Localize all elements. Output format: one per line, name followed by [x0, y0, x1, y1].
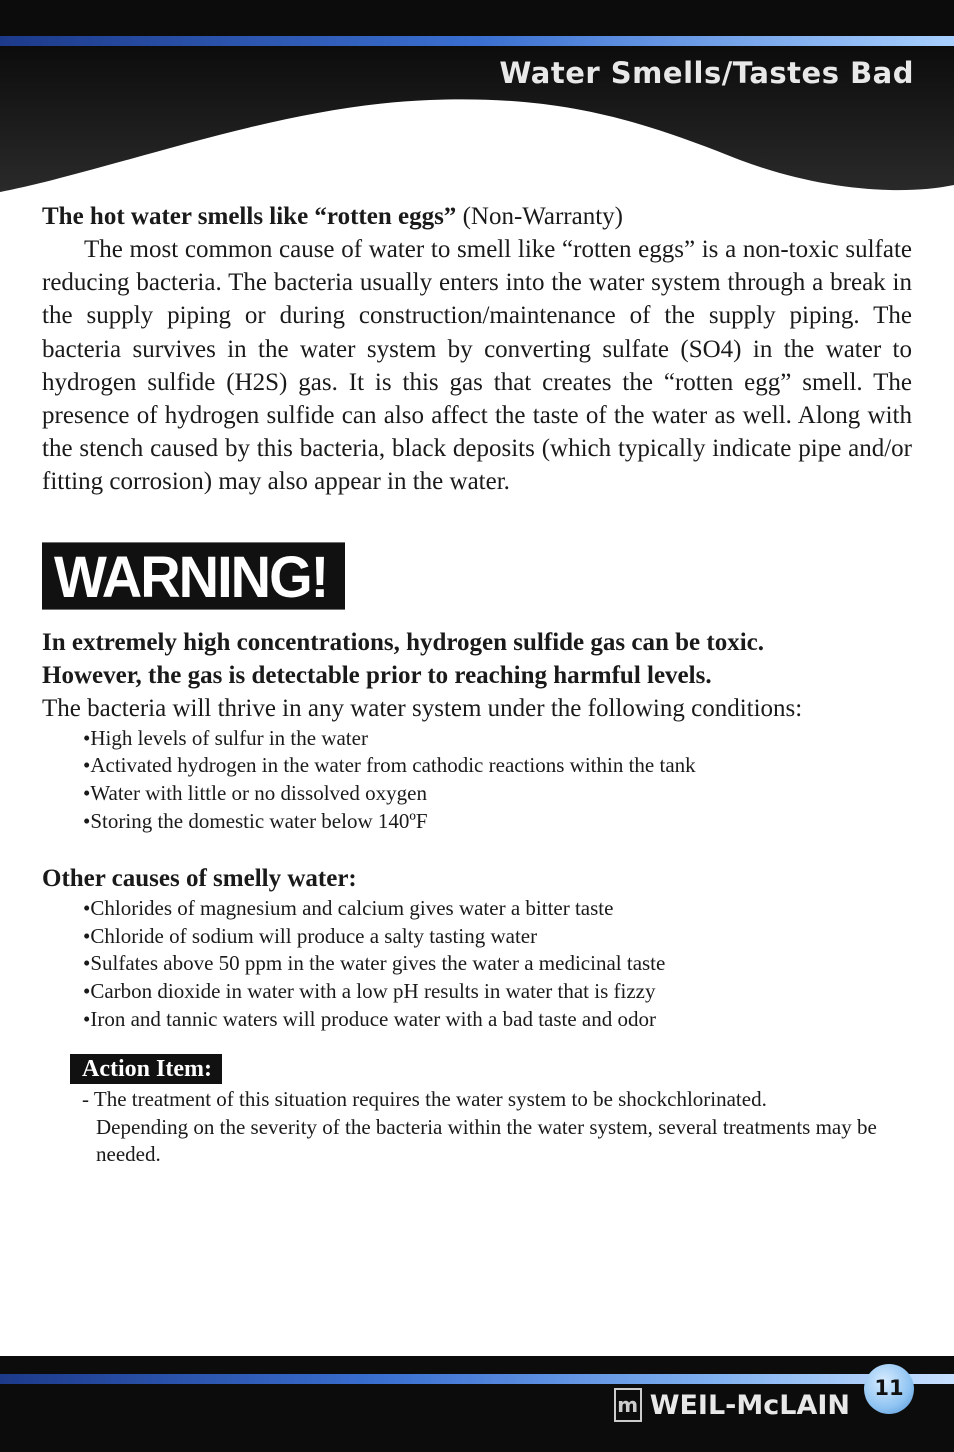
footer-stripe: [0, 1374, 954, 1384]
conditions-intro: The bacteria will thrive in any water system under the following conditions:: [42, 694, 803, 722]
warning-text-1: In extremely high concentrations, hydrogen sulfide gas can be toxic.: [42, 628, 764, 656]
list-item: • Sulfates above 50 ppm in the water gives the water a medicinal taste: [83, 950, 912, 978]
list-item: • Chloride of sodium will produce a salty tasting water: [83, 923, 912, 951]
main-content: [42, 200, 912, 1169]
conditions-list: [42, 725, 912, 836]
list-item: • High levels of sulfur in the water: [83, 725, 912, 753]
m-logo-icon: m: [614, 1388, 642, 1422]
section-heading: [42, 200, 912, 233]
warning-badge: WARNING!: [42, 542, 345, 609]
list-item: • Chlorides of magnesium and calcium gives water a bitter taste: [83, 895, 912, 923]
list-item: • Iron and tannic waters will produce water with a bad taste and odor: [83, 1006, 912, 1034]
brand-name: WEIL-McLAIN: [649, 1389, 850, 1421]
warning-text-2: However, the gas is detectable prior to reaching harmful levels.: [42, 661, 712, 689]
action-item-continuation: Depending on the severity of the bacteria within the water system, several treatments may be needed.: [96, 1114, 877, 1167]
section-heading-bold: The hot water smells like “rotten eggs”: [42, 203, 457, 230]
section-paragraph: The most common cause of water to smell like “rotten eggs” is a non-toxic sulfate reducing bacteria. The bacteria usually enters into the water system through a break in the supply piping or during construction/maintenance of the supply piping. The bacteria survives in the water system by converting sulfate (SO4) in the water to hydrogen sulfide (H2S) gas. It is this gas that creates the “rotten egg” smell. The presence of hydrogen sulfide can also affect the taste of the water as well. Along with the stench caused by this bacteria, black deposits (which typically indicate pipe and/or fitting corrosion) may also appear in the water.: [42, 236, 912, 496]
list-item: • Activated hydrogen in the water from cathodic reactions within the tank: [83, 752, 912, 780]
list-item: • Water with little or no dissolved oxygen: [83, 780, 912, 808]
other-causes-list: [42, 895, 912, 1034]
action-item-line-1: - The treatment of this situation requires the water system to be shockchlorinated.: [82, 1086, 767, 1111]
page-section-title: Water Smells/Tastes Bad: [499, 56, 914, 90]
section-heading-qualifier: (Non-Warranty): [456, 203, 623, 230]
action-item-text: [82, 1086, 912, 1169]
header-wave-graphic: [0, 0, 954, 200]
action-item-badge: Action Item:: [70, 1054, 222, 1084]
page-footer: [0, 1356, 954, 1452]
page-number-badge: 11: [864, 1364, 914, 1414]
list-item: • Storing the domestic water below 140ºF: [83, 808, 912, 836]
page-header: [0, 0, 954, 200]
list-item: • Carbon dioxide in water with a low pH results in water that is fizzy: [83, 978, 912, 1006]
other-causes-heading: Other causes of smelly water:: [42, 864, 357, 892]
brand-logo: [614, 1388, 850, 1422]
